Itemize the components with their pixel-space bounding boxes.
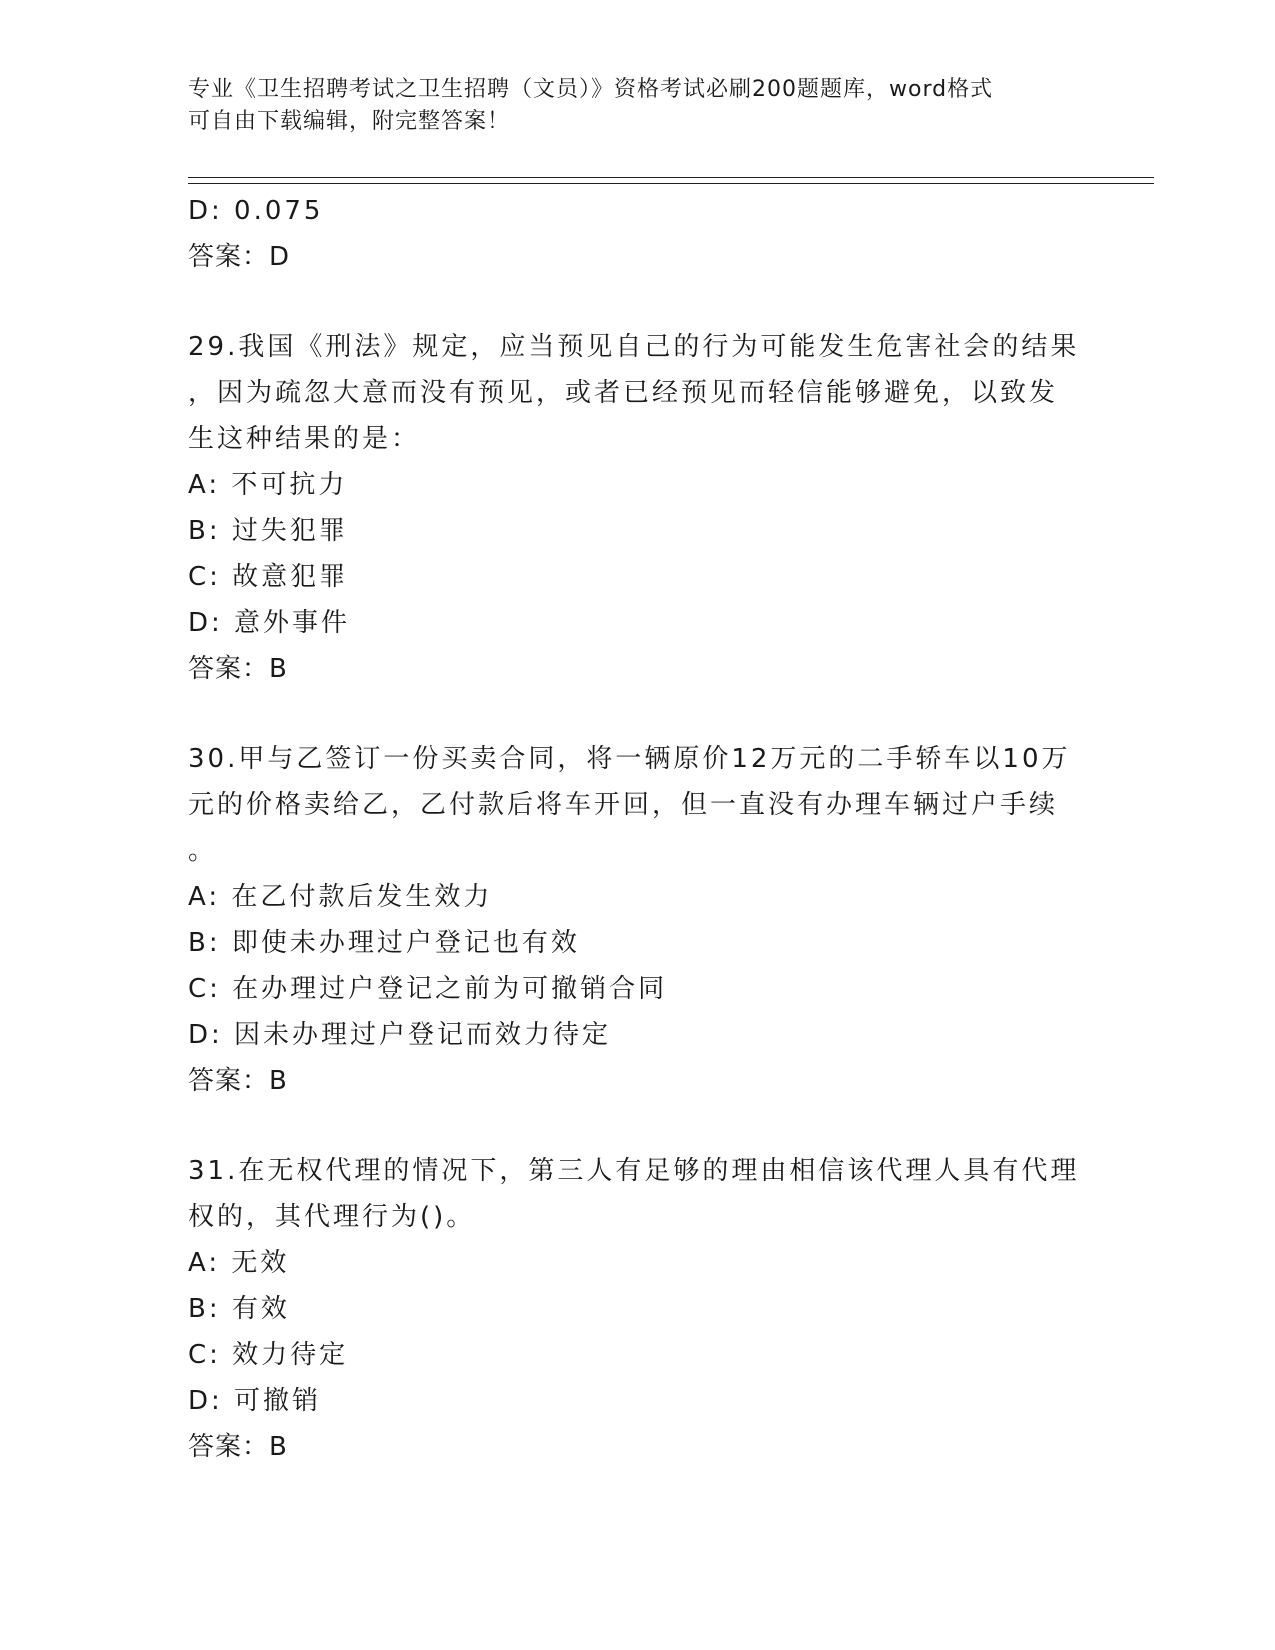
header-line-2: 可自由下载编辑，附完整答案！ <box>188 109 511 134</box>
header-line-1: 专业《卫生招聘考试之卫生招聘（文员）》资格考试必刷200题题库，word格式 <box>188 77 994 102</box>
question-line: 元的价格卖给乙，乙付款后将车开回，但一直没有办理车辆过户手续 <box>188 790 1059 820</box>
answer: 答案：B <box>188 1432 288 1462</box>
question-line: ，因为疏忽大意而没有预见，或者已经预见而轻信能够避免，以致发 <box>188 378 1059 408</box>
option-c: C: 在办理过户登记之前为可撤销合同 <box>188 974 668 1004</box>
question-line: 29.我国《刑法》规定，应当预见自己的行为可能发生危害社会的结果 <box>188 332 1080 362</box>
question-line: 。 <box>188 836 218 866</box>
question-text <box>188 1148 1088 1240</box>
option-a: A: 无效 <box>188 1248 290 1278</box>
option-a: A: 在乙付款后发生效力 <box>188 882 493 912</box>
document-body <box>188 188 1088 1470</box>
option-d: D: 0.075 <box>188 196 324 226</box>
question-line: 权的，其代理行为()。 <box>188 1202 476 1232</box>
question-30 <box>188 736 1088 1104</box>
question-text <box>188 324 1088 462</box>
option-b: B: 有效 <box>188 1294 290 1324</box>
option-c: C: 故意犯罪 <box>188 562 349 592</box>
option-d: D: 可撤销 <box>188 1386 322 1416</box>
question-line: 30.甲与乙签订一份买卖合同，将一辆原价12万元的二手轿车以10万 <box>188 744 1071 774</box>
option-b: B: 过失犯罪 <box>188 516 348 546</box>
answer: 答案：B <box>188 654 288 684</box>
previous-question-tail <box>188 188 1088 280</box>
option-b: B: 即使未办理过户登记也有效 <box>188 928 580 958</box>
question-text <box>188 736 1088 874</box>
page-header <box>188 74 1088 138</box>
question-31 <box>188 1148 1088 1470</box>
answer: 答案：B <box>188 1066 288 1096</box>
question-line: 生这种结果的是： <box>188 424 421 454</box>
question-29 <box>188 324 1088 692</box>
option-d: D: 因未办理过户登记而效力待定 <box>188 1020 612 1050</box>
option-d: D: 意外事件 <box>188 608 351 638</box>
option-c: C: 效力待定 <box>188 1340 349 1370</box>
question-line: 31.在无权代理的情况下，第三人有足够的理由相信该代理人具有代理 <box>188 1156 1080 1186</box>
answer: 答案：D <box>188 242 291 272</box>
header-divider <box>188 177 1154 184</box>
option-a: A: 不可抗力 <box>188 470 348 500</box>
